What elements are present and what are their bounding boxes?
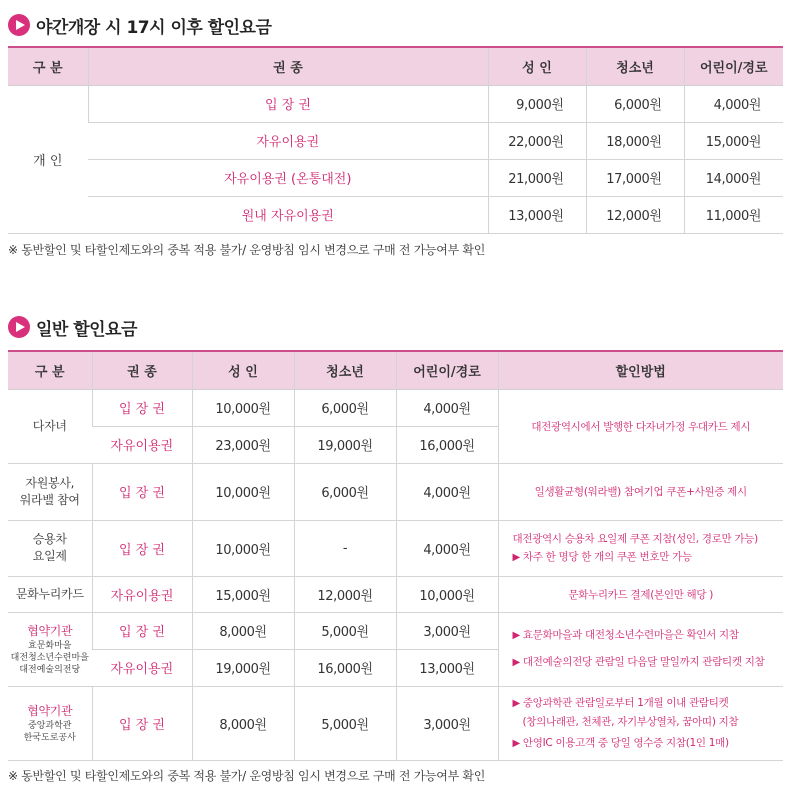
header-category: 구 분	[8, 351, 92, 389]
price-youth: 6,000원	[294, 463, 396, 520]
ticket-type: 자유이용권 (온통대전)	[88, 159, 488, 196]
price-youth: 6,000원	[294, 389, 396, 426]
price-child: 11,000원	[684, 196, 783, 233]
price-child: 3,000원	[396, 612, 498, 649]
header-youth: 청소년	[586, 47, 684, 85]
table-row	[8, 463, 783, 520]
table-row	[8, 389, 783, 426]
discount-method: 대전광역시에서 발행한 다자녀가정 우대카드 제시	[498, 389, 783, 463]
ticket-type: 입 장 권	[92, 520, 192, 576]
price-adult: 8,000원	[192, 686, 294, 760]
ticket-type: 입 장 권	[92, 463, 192, 520]
table-header-row	[8, 47, 783, 85]
price-adult: 23,000원	[192, 426, 294, 463]
table-row	[8, 122, 783, 159]
category-cell: 협약기관 효문화마을 대전청소년수련마을 대전예술의전당	[8, 612, 92, 686]
price-adult: 9,000원	[488, 85, 586, 122]
price-child: 10,000원	[396, 576, 498, 612]
header-adult: 성 인	[192, 351, 294, 389]
header-category: 구 분	[8, 47, 88, 85]
price-child: 4,000원	[684, 85, 783, 122]
price-adult: 10,000원	[192, 520, 294, 576]
price-youth: -	[294, 520, 396, 576]
header-ticket: 권 종	[92, 351, 192, 389]
price-adult: 21,000원	[488, 159, 586, 196]
price-adult: 13,000원	[488, 196, 586, 233]
price-youth: 6,000원	[586, 85, 684, 122]
ticket-type: 원내 자유이용권	[88, 196, 488, 233]
discount-method: 문화누리카드 결제(본인만 해당 )	[498, 576, 783, 612]
price-youth: 18,000원	[586, 122, 684, 159]
discount-method: 일생활균형(워라밸) 참여기업 쿠폰+사원증 제시	[498, 463, 783, 520]
triangle-right-icon: ▶	[512, 737, 520, 749]
header-youth: 청소년	[294, 351, 396, 389]
price-adult: 15,000원	[192, 576, 294, 612]
header-child: 어린이/경로	[396, 351, 498, 389]
category-cell: 협약기관 중앙과학관 한국도로공사	[8, 686, 92, 760]
price-child: 4,000원	[396, 520, 498, 576]
ticket-type: 자유이용권	[88, 122, 488, 159]
price-youth: 12,000원	[294, 576, 396, 612]
section1-note: ※ 동반할인 및 타할인제도와의 중복 적용 불가/ 운영방침 임시 변경으로 구매 전 가능여부 확인	[8, 243, 485, 257]
discount-method: ▶ 효문화마을과 대전청소년수련마을은 확인서 지참 ▶ 대전예술의전당 관람일 다음달 말일까지 관람티켓 지참	[498, 612, 783, 686]
price-child: 4,000원	[396, 463, 498, 520]
ticket-type: 자유이용권	[92, 649, 192, 686]
price-child: 13,000원	[396, 649, 498, 686]
ticket-type: 입 장 권	[92, 612, 192, 649]
ticket-type: 입 장 권	[92, 686, 192, 760]
price-youth: 17,000원	[586, 159, 684, 196]
table-row	[8, 576, 783, 612]
price-adult: 10,000원	[192, 389, 294, 426]
table-row	[8, 520, 783, 576]
category-cell: 개 인	[8, 85, 88, 233]
triangle-right-icon: ▶	[512, 630, 520, 641]
play-circle-icon	[8, 14, 30, 36]
table-row	[8, 196, 783, 233]
triangle-right-icon: ▶	[512, 697, 520, 709]
night-discount-table	[8, 46, 783, 234]
price-youth: 5,000원	[294, 612, 396, 649]
price-youth: 5,000원	[294, 686, 396, 760]
header-child: 어린이/경로	[684, 47, 783, 85]
price-child: 16,000원	[396, 426, 498, 463]
price-adult: 22,000원	[488, 122, 586, 159]
price-youth: 12,000원	[586, 196, 684, 233]
play-circle-icon	[8, 316, 30, 338]
header-adult: 성 인	[488, 47, 586, 85]
section2-title: 일반 할인요금	[8, 314, 137, 340]
table-header-row	[8, 351, 783, 389]
price-adult: 8,000원	[192, 612, 294, 649]
price-youth: 19,000원	[294, 426, 396, 463]
ticket-type: 입 장 권	[88, 85, 488, 122]
category-cell: 승용차 요일제	[8, 520, 92, 576]
price-adult: 19,000원	[192, 649, 294, 686]
general-discount-table	[8, 350, 783, 761]
price-child: 4,000원	[396, 389, 498, 426]
price-adult: 10,000원	[192, 463, 294, 520]
discount-method: ▶ 중앙과학관 관람일로부터 1개월 이내 관람티켓 (창의나래관, 천체관, 자기부상열차, 꿈아띠) 지참 ▶ 안영IC 이용고객 중 당일 영수증 지참(1인 1매)	[498, 686, 783, 760]
category-cell: 자원봉사, 워라밸 참여	[8, 463, 92, 520]
price-child: 15,000원	[684, 122, 783, 159]
section1-title: 야간개장 시 17시 이후 할인요금	[8, 12, 271, 38]
discount-method: 대전광역시 승용차 요일제 쿠폰 지참(성인, 경로만 가능) ▶ 차주 한 명당 한 개의 쿠폰 번호만 가능	[498, 520, 783, 576]
price-child: 14,000원	[684, 159, 783, 196]
price-youth: 16,000원	[294, 649, 396, 686]
ticket-type: 자유이용권	[92, 426, 192, 463]
triangle-right-icon: ▶	[512, 657, 520, 668]
header-method: 할인방법	[498, 351, 783, 389]
header-ticket: 권 종	[88, 47, 488, 85]
ticket-type: 입 장 권	[92, 389, 192, 426]
section2-note: ※ 동반할인 및 타할인제도와의 중복 적용 불가/ 운영방침 임시 변경으로 구매 전 가능여부 확인	[8, 769, 485, 783]
table-row	[8, 612, 783, 649]
category-cell: 다자녀	[8, 389, 92, 463]
table-row	[8, 686, 783, 760]
price-child: 3,000원	[396, 686, 498, 760]
ticket-type: 자유이용권	[92, 576, 192, 612]
category-cell: 문화누리카드	[8, 576, 92, 612]
triangle-right-icon: ▶	[512, 551, 520, 563]
table-row	[8, 85, 783, 122]
table-row	[8, 159, 783, 196]
